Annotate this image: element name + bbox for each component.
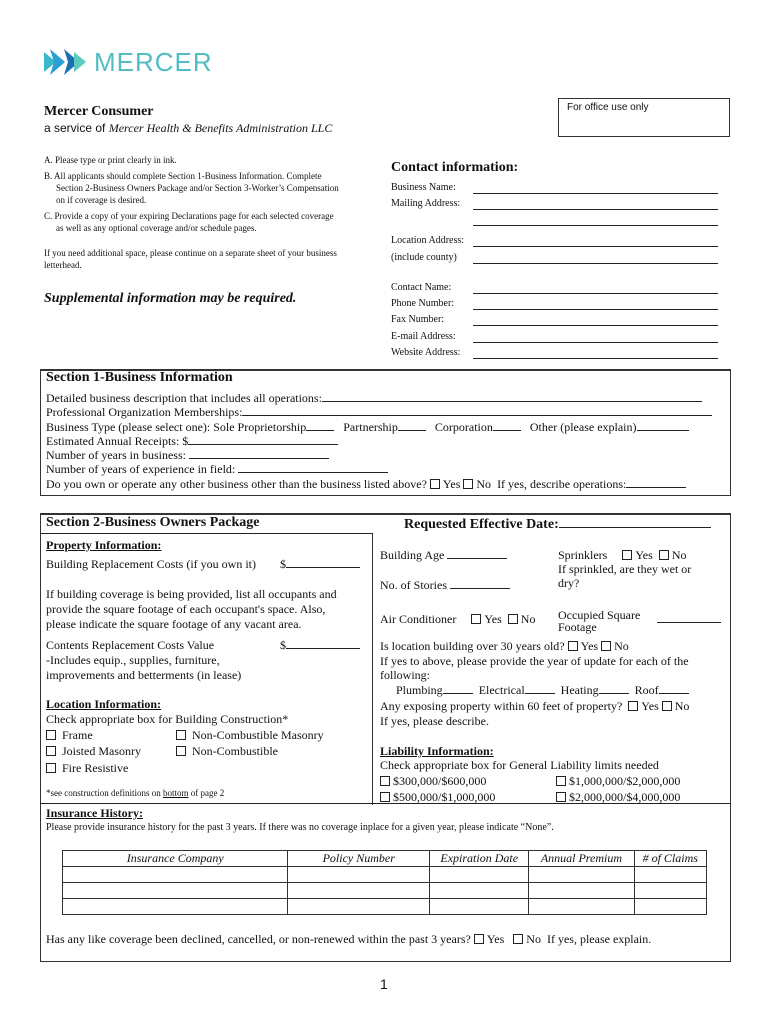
liability-info-heading: Liability Information:	[380, 744, 494, 758]
contact-title: Contact information:	[391, 160, 519, 175]
other-business-no-checkbox[interactable]	[463, 479, 473, 489]
instruction-c2: as well as any optional coverage and/or schedule pages.	[56, 223, 257, 233]
description-field[interactable]	[322, 391, 702, 402]
business-type-label: Business Type (please select one): Sole Proprietorship	[46, 419, 307, 434]
business-name-label: Business Name:	[391, 182, 456, 193]
air-conditioner-label: Air Conditioner	[380, 612, 457, 626]
declined-no-checkbox[interactable]	[513, 934, 523, 944]
contents-line2: -Includes equip., supplies, furniture,	[46, 653, 220, 667]
years-experience-field[interactable]	[238, 462, 388, 473]
occupied-field[interactable]	[657, 612, 721, 623]
replacement-costs-field[interactable]	[286, 557, 360, 568]
service-name: Mercer Health & Benefits Administration LLC	[108, 121, 333, 135]
corporation-label: Corporation	[434, 419, 493, 434]
table-row	[63, 883, 707, 899]
corporation-field[interactable]	[493, 420, 521, 431]
sprinklers-yes-checkbox[interactable]	[622, 550, 632, 560]
table-cell[interactable]	[634, 867, 707, 883]
table-row	[63, 867, 707, 883]
table-cell[interactable]	[529, 867, 634, 883]
yes-label: Yes	[442, 476, 461, 491]
table-cell[interactable]	[288, 899, 430, 915]
occupants-line1: If building coverage is being provided, list all occupants and	[46, 587, 337, 601]
table-cell[interactable]	[288, 867, 430, 883]
col-insurance-company: Insurance Company	[63, 851, 288, 867]
exposing-describe: If yes, please describe.	[380, 714, 489, 728]
office-use-label: For office use only	[567, 102, 649, 113]
col-claims: # of Claims	[634, 851, 707, 867]
declined-line	[46, 932, 651, 947]
supplemental-note: Supplemental information may be required.	[44, 291, 297, 306]
update-line2: following:	[380, 668, 430, 682]
contents-costs-field[interactable]	[286, 638, 360, 649]
explain-label: If yes, please explain.	[546, 932, 652, 946]
table-cell[interactable]	[634, 899, 707, 915]
location-address-field[interactable]	[473, 246, 718, 247]
location-address-label: Location Address:	[391, 235, 465, 246]
table-cell[interactable]	[63, 899, 288, 915]
limit2-label: $1,000,000/$2,000,000	[569, 774, 681, 788]
include-county-label: (include county)	[391, 252, 457, 263]
occupants-line2: provide the square footage of each occupant's space. Also,	[46, 602, 326, 616]
update-line1: If yes to above, please provide the year of update for each of the	[380, 654, 689, 668]
occupied-line2: Footage	[558, 620, 597, 634]
exposing-no-checkbox[interactable]	[662, 701, 672, 711]
partnership-field[interactable]	[398, 420, 426, 431]
table-cell[interactable]	[430, 899, 529, 915]
limit3-label: $500,000/$1,000,000	[393, 790, 496, 804]
other-business-label: Do you own or operate any other business other than the business listed above?	[46, 476, 427, 491]
fax-label: Fax Number:	[391, 314, 445, 325]
mailing-address-field-2[interactable]	[473, 225, 718, 226]
contents-line1: Contents Replacement Costs Value	[46, 638, 215, 652]
table-cell[interactable]	[529, 899, 634, 915]
replacement-costs-label: Building Replacement Costs (if you own it)	[46, 557, 256, 571]
other-business-yes-checkbox[interactable]	[430, 479, 440, 489]
instruction-a: A. Please type or print clearly in ink.	[44, 155, 177, 165]
see-defs-post: of page 2	[190, 788, 225, 798]
declined-yes-label: Yes	[486, 932, 505, 946]
table-cell[interactable]	[63, 883, 288, 899]
section1-title: Section 1-Business Information	[46, 370, 233, 385]
instruction-b1: B. All applicants should complete Section 1-Business Information. Complete	[44, 171, 322, 181]
effective-date-label	[404, 515, 711, 533]
declined-no-label: No	[526, 932, 541, 946]
exposing-yes-label: Yes	[641, 699, 659, 713]
table-cell[interactable]	[63, 867, 288, 883]
over30-no-label: No	[614, 639, 629, 653]
electrical-label: Electrical	[478, 683, 525, 697]
table-cell[interactable]	[430, 867, 529, 883]
declined-yes-checkbox[interactable]	[474, 934, 484, 944]
limit4-checkbox[interactable]	[556, 792, 566, 802]
history-table	[62, 850, 707, 915]
non-comb-masonry-label: Non-Combustible Masonry	[192, 728, 324, 742]
no-label: No	[476, 476, 492, 491]
partnership-label: Partnership	[343, 419, 398, 434]
ac-yes-checkbox[interactable]	[471, 614, 481, 624]
over30-label: Is location building over 30 years old?	[380, 639, 565, 653]
building-age-field[interactable]	[447, 548, 507, 559]
over30-no-checkbox[interactable]	[601, 641, 611, 651]
brand-name: MERCER	[94, 47, 213, 77]
dollar-sign-2: $	[280, 638, 286, 652]
phone-field[interactable]	[473, 309, 718, 310]
instructions	[44, 154, 379, 271]
joisted-checkbox[interactable]	[46, 746, 56, 756]
table-header-row	[63, 851, 707, 867]
heating-label: Heating	[560, 683, 599, 697]
email-label: E-mail Address:	[391, 331, 456, 342]
see-defs-pre: *see construction definitions on	[46, 788, 161, 798]
describe-field[interactable]	[626, 477, 686, 488]
frame-checkbox[interactable]	[46, 730, 56, 740]
dollar-sign: $	[280, 557, 286, 571]
memberships-field[interactable]	[242, 405, 712, 416]
roof-field[interactable]	[659, 683, 689, 694]
section1-body	[46, 391, 724, 491]
frame-label: Frame	[62, 728, 93, 742]
years-experience-label: Number of years of experience in field:	[46, 462, 236, 477]
limit3-checkbox[interactable]	[380, 792, 390, 802]
describe-label: If yes, describe operations:	[497, 476, 627, 491]
sprinkled-q1: If sprinkled, are they wet or	[558, 562, 692, 576]
stories-label: No. of Stories	[380, 578, 447, 592]
mailing-address-field[interactable]	[473, 209, 718, 210]
ac-yes-label: Yes	[484, 612, 502, 626]
table-cell[interactable]	[529, 883, 634, 899]
limit1-checkbox[interactable]	[380, 776, 390, 786]
over30-yes-checkbox[interactable]	[568, 641, 578, 651]
history-instructions: Please provide insurance history for the past 3 years. If there was no coverage inplace for a given year, please indicate “None”.	[46, 822, 554, 833]
sole-prop-field[interactable]	[306, 420, 334, 431]
contact-name-label: Contact Name:	[391, 282, 452, 293]
col-annual-premium: Annual Premium	[529, 851, 634, 867]
receipts-label: Estimated Annual Receipts: $	[46, 433, 189, 448]
business-name-field[interactable]	[473, 193, 718, 194]
limit1-label: $300,000/$600,000	[393, 774, 487, 788]
sprinklers-yes-label: Yes	[635, 548, 653, 562]
instruction-extra2: letterhead.	[44, 260, 82, 270]
over30-yes-label: Yes	[580, 639, 599, 653]
website-label: Website Address:	[391, 347, 461, 358]
email-field[interactable]	[473, 342, 718, 343]
memberships-label: Professional Organization Memberships:	[46, 405, 243, 420]
exposing-yes-checkbox[interactable]	[628, 701, 638, 711]
history-title: Insurance History:	[46, 806, 143, 820]
years-business-label: Number of years in business:	[46, 448, 186, 463]
contact-name-field[interactable]	[473, 293, 718, 294]
declined-label: Has any like coverage been declined, cancelled, or non-renewed within the past 3 years?	[46, 932, 471, 946]
ac-no-checkbox[interactable]	[508, 614, 518, 624]
table-cell[interactable]	[430, 883, 529, 899]
fax-field[interactable]	[473, 325, 718, 326]
county-field[interactable]	[473, 263, 718, 264]
building-age-label: Building Age	[380, 548, 445, 562]
stories-field[interactable]	[450, 578, 510, 589]
non-comb-label: Non-Combustible	[192, 744, 278, 758]
section2-title: Section 2-Business Owners Package	[46, 515, 260, 530]
instruction-extra1: If you need additional space, please continue on a separate sheet of your business	[44, 248, 337, 258]
exposing-no-label: No	[674, 699, 690, 713]
instruction-b3: on if coverage is desired.	[56, 195, 147, 205]
mailing-address-label: Mailing Address:	[391, 198, 461, 209]
section2-column-divider	[372, 533, 373, 805]
page-number: 1	[380, 976, 388, 992]
website-field[interactable]	[473, 358, 718, 359]
location-info-heading: Location Information:	[46, 697, 161, 711]
phone-label: Phone Number:	[391, 298, 455, 309]
effective-date-field[interactable]	[559, 515, 711, 528]
plumbing-field[interactable]	[443, 683, 473, 694]
mercer-logo-icon	[44, 49, 86, 75]
sprinklers-no-checkbox[interactable]	[659, 550, 669, 560]
limit4-label: $2,000,000/$4,000,000	[569, 790, 681, 804]
effective-date-text: Requested Effective Date:	[404, 517, 559, 532]
limit2-checkbox[interactable]	[556, 776, 566, 786]
joisted-label: Joisted Masonry	[62, 744, 141, 758]
table-cell[interactable]	[288, 883, 430, 899]
see-defs-link[interactable]: bottom	[162, 788, 189, 798]
electrical-field[interactable]	[525, 683, 555, 694]
instruction-c1: C. Provide a copy of your expiring Declarations page for each selected coverage	[44, 211, 334, 221]
other-field[interactable]	[637, 420, 689, 431]
heating-field[interactable]	[599, 683, 629, 694]
instruction-b2: Section 2-Business Owners Package and/or Section 3-Worker’s Compensation	[56, 183, 339, 193]
occupants-line3: please indicate the square footage of any vacant area.	[46, 617, 302, 631]
fire-resistive-label: Fire Resistive	[62, 761, 129, 775]
sprinklers-no-label: No	[671, 548, 687, 562]
fire-resistive-checkbox[interactable]	[46, 763, 56, 773]
occupied-line1: Occupied Square	[558, 608, 641, 622]
non-comb-checkbox[interactable]	[176, 746, 186, 756]
other-label: Other (please explain)	[529, 419, 637, 434]
section2-left-divider	[40, 533, 372, 534]
company-name: Mercer Consumer	[44, 104, 154, 119]
col-expiration-date: Expiration Date	[430, 851, 529, 867]
roof-label: Roof	[634, 683, 659, 697]
construction-label: Check appropriate box for Building Construction*	[46, 712, 289, 726]
table-cell[interactable]	[634, 883, 707, 899]
sprinkled-q2: dry?	[558, 576, 580, 590]
service-line	[44, 121, 332, 136]
col-policy-number: Policy Number	[288, 851, 430, 867]
history-divider	[40, 803, 730, 804]
property-info-heading: Property Information:	[46, 538, 162, 552]
years-business-field[interactable]	[189, 448, 329, 459]
non-comb-masonry-checkbox[interactable]	[176, 730, 186, 740]
plumbing-label: Plumbing	[396, 683, 443, 697]
service-prefix: a service of	[44, 121, 106, 135]
receipts-field[interactable]	[188, 434, 338, 445]
liability-check-label: Check appropriate box for General Liability limits needed	[380, 758, 659, 772]
sprinklers-label: Sprinklers	[558, 548, 608, 562]
exposing-label: Any exposing property within 60 feet of property?	[380, 699, 623, 713]
ac-no-label: No	[520, 612, 536, 626]
description-label: Detailed business description that includes all operations:	[46, 391, 322, 405]
contents-line3: improvements and betterments (in lease)	[46, 668, 242, 682]
table-row	[63, 899, 707, 915]
office-use-box[interactable]	[558, 98, 730, 137]
